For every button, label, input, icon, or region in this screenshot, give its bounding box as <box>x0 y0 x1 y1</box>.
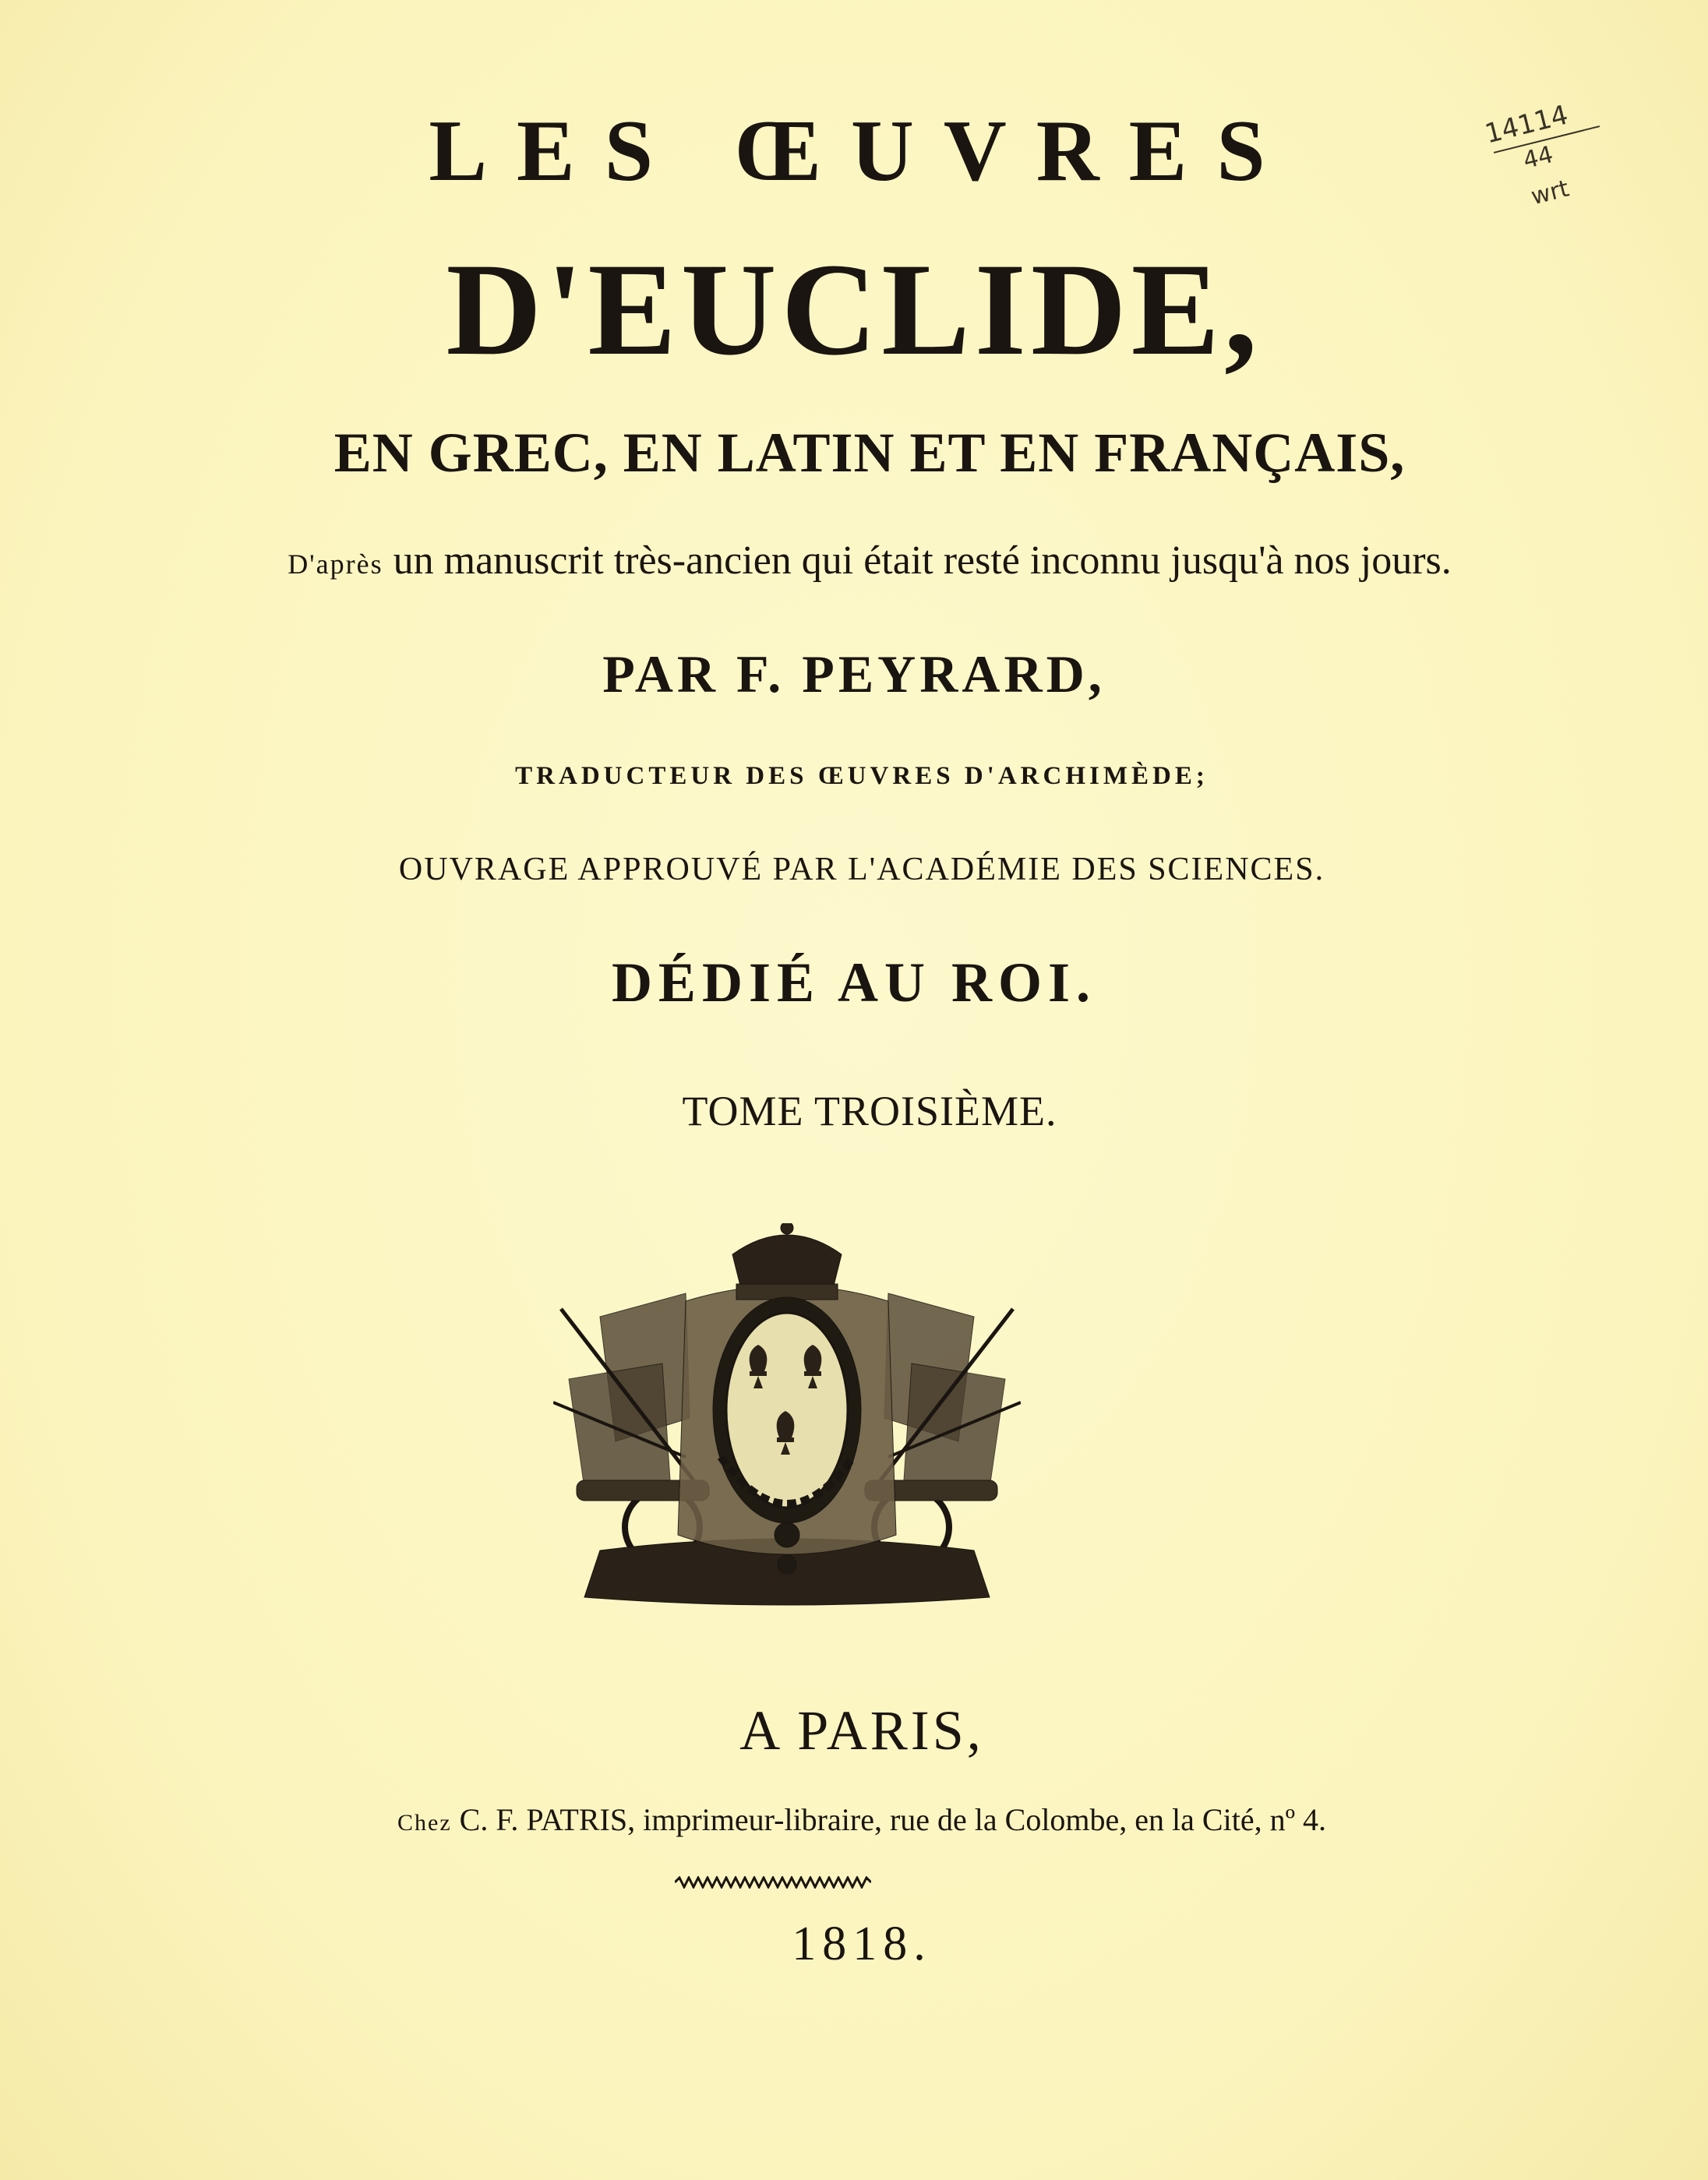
approval-line: OUVRAGE APPROUVÉ PAR L'ACADÉMIE DES SCIENCES. <box>398 852 1325 887</box>
handwritten-line-2: 44 <box>1520 140 1556 175</box>
royal-coat-of-arms-icon <box>553 1223 1021 1613</box>
volume-line: TOME TROISIÈME. <box>682 1088 1057 1134</box>
place-line: A PARIS, <box>739 1699 984 1762</box>
title-line-euclide: D'EUCLIDE, <box>446 236 1262 383</box>
ornamental-rule <box>675 1876 871 1889</box>
manuscript-smallcaps: D'après <box>288 549 383 580</box>
handwritten-line-3: wrt <box>1528 175 1572 211</box>
publisher-rest: C. F. PATRIS, imprimeur-libraire, rue de la Colombe, en la Cité, nº 4. <box>451 1802 1326 1837</box>
handwritten-shelfmark <box>1481 99 1664 226</box>
publisher-line <box>8 1801 1708 1838</box>
subtitle-languages: EN GREC, EN LATIN ET EN FRANÇAIS, <box>333 422 1406 484</box>
year-line: 1818. <box>792 1917 932 1970</box>
translator-line: TRADUCTEUR DES ŒUVRES D'ARCHIMÈDE; <box>515 762 1209 790</box>
manuscript-rest: un manuscrit très-ancien qui était resté inconnu jusqu'à nos jours. <box>383 538 1452 583</box>
author-line: PAR F. PEYRARD, <box>602 644 1106 704</box>
title-line-oeuvres: LES ŒUVRES <box>429 103 1295 199</box>
subtitle-manuscript <box>16 538 1708 584</box>
handwritten-line-1: 14114 <box>1481 99 1572 150</box>
dedication-line: DÉDIÉ AU ROI. <box>611 951 1097 1014</box>
publisher-smallcaps: Chez <box>397 1810 452 1836</box>
